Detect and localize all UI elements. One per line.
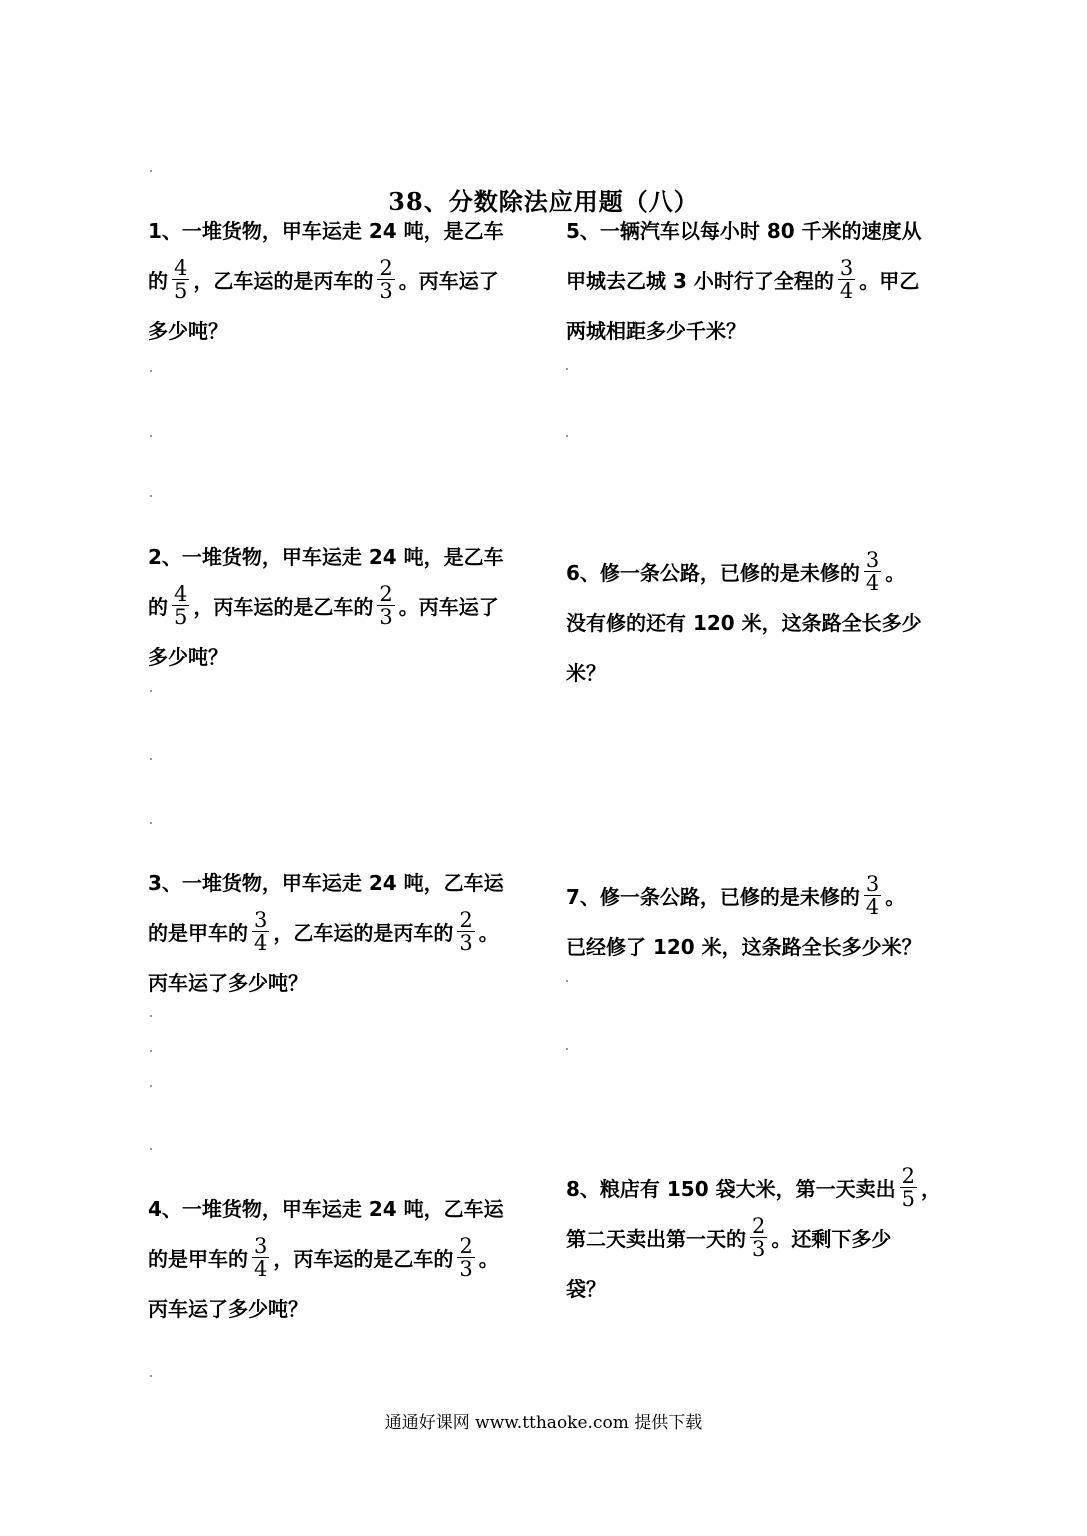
fraction-numerator: 3	[839, 255, 854, 280]
text-run: 米？	[566, 660, 606, 685]
scan-dot	[150, 758, 152, 760]
fraction	[252, 1235, 269, 1280]
problem-line	[566, 596, 956, 646]
problem-line	[566, 254, 956, 304]
problem-line	[148, 254, 538, 304]
footer-credit: 通通好课网 www.tthaoke.com 提供下载	[384, 1413, 703, 1433]
scan-dot	[150, 435, 152, 437]
fraction-numerator: 4	[174, 581, 188, 606]
problem-line	[148, 1182, 538, 1232]
fraction	[252, 909, 269, 954]
fraction-numerator: 2	[459, 1233, 473, 1258]
text-run: 丙车运了多少吨？	[148, 970, 308, 995]
problem-line	[148, 856, 538, 906]
fraction	[172, 257, 189, 302]
text-run: 8、粮店有 150 袋大米，第一天卖出	[566, 1176, 896, 1201]
scan-dot	[566, 1048, 568, 1050]
fraction-denominator: 5	[174, 278, 188, 303]
text-run: 的	[148, 594, 168, 619]
problem-2	[148, 530, 538, 680]
text-run: 3、一堆货物，甲车运走 24 吨，乙车运	[148, 870, 504, 895]
scan-dot	[150, 1375, 152, 1377]
fraction-denominator: 3	[379, 604, 393, 629]
fraction-denominator: 4	[839, 278, 854, 303]
problem-line	[148, 580, 538, 630]
text-run: 。	[478, 920, 499, 945]
text-run: 4、一堆货物，甲车运走 24 吨，乙车运	[148, 1196, 504, 1221]
problem-line	[566, 870, 956, 920]
scan-dot	[150, 370, 152, 372]
text-run: 丙车运了多少吨？	[148, 1296, 308, 1321]
text-run: 的	[148, 268, 168, 293]
fraction-denominator: 4	[865, 894, 880, 919]
text-run: 2、一堆货物，甲车运走 24 吨，是乙车	[148, 544, 504, 569]
page-title: 38、分数除法应用题（八）	[388, 187, 699, 216]
fraction-denominator: 3	[379, 278, 393, 303]
text-run: ，	[920, 1176, 941, 1201]
fraction	[172, 583, 189, 628]
scan-dot	[150, 1050, 152, 1052]
problem-line	[566, 920, 956, 970]
problem-line	[148, 530, 538, 580]
problem-line	[566, 1162, 956, 1212]
fraction-denominator: 4	[254, 930, 268, 955]
text-run: 袋？	[566, 1276, 606, 1301]
problem-line	[148, 204, 538, 254]
scan-dot	[150, 495, 152, 497]
scan-dot	[150, 690, 152, 692]
problem-line	[148, 304, 538, 354]
text-run: 。丙车运了	[398, 268, 499, 293]
fraction-denominator: 4	[865, 570, 880, 595]
fraction-denominator: 5	[174, 604, 188, 629]
scan-dot	[150, 1015, 152, 1017]
problem-4	[148, 1182, 538, 1332]
text-run: ，乙车运的是丙车的	[273, 920, 454, 945]
fraction-numerator: 3	[865, 547, 880, 572]
fraction	[838, 257, 855, 302]
fraction	[864, 549, 881, 594]
text-run: 多少吨？	[148, 644, 228, 669]
fraction-denominator: 3	[459, 930, 473, 955]
problem-line	[566, 204, 956, 254]
fraction	[377, 583, 394, 628]
problem-7	[566, 870, 956, 970]
problem-line	[148, 906, 538, 956]
text-run: 第二天卖出第一天的	[566, 1226, 746, 1251]
text-run: 已经修了 120 米，这条路全长多少米？	[566, 934, 922, 959]
text-run: 的是甲车的	[148, 920, 248, 945]
text-run: 多少吨？	[148, 318, 228, 343]
text-run: 两城相距多少千米？	[566, 318, 746, 343]
fraction	[457, 909, 474, 954]
fraction-numerator: 2	[459, 907, 473, 932]
problem-line	[148, 956, 538, 1006]
scan-dot	[150, 170, 152, 172]
scan-dot	[150, 1148, 152, 1150]
text-run: 1、一堆货物，甲车运走 24 吨，是乙车	[148, 218, 504, 243]
problem-line	[566, 1212, 956, 1262]
problem-line	[148, 630, 538, 680]
problem-line	[148, 1282, 538, 1332]
fraction-numerator: 2	[379, 255, 393, 280]
fraction-numerator: 3	[254, 907, 268, 932]
text-run: 。	[885, 884, 906, 909]
fraction-denominator: 5	[901, 1186, 915, 1211]
text-run: ，丙车运的是乙车的	[273, 1246, 454, 1271]
text-run: 甲城去乙城 3 小时行了全程的	[566, 268, 834, 293]
text-run: 没有修的还有 120 米，这条路全长多少	[566, 610, 922, 635]
fraction	[457, 1235, 474, 1280]
problem-line	[566, 1262, 956, 1312]
text-run: 。	[885, 560, 906, 585]
scan-dot	[566, 435, 568, 437]
problem-3	[148, 856, 538, 1006]
fraction-numerator: 2	[752, 1213, 766, 1238]
fraction	[900, 1165, 917, 1210]
scan-dot	[150, 1085, 152, 1087]
text-run: 6、修一条公路，已修的是未修的	[566, 560, 860, 585]
fraction-numerator: 2	[379, 581, 393, 606]
text-run: ，乙车运的是丙车的	[193, 268, 374, 293]
text-run: 的是甲车的	[148, 1246, 248, 1271]
text-run: 7、修一条公路，已修的是未修的	[566, 884, 860, 909]
fraction	[864, 873, 881, 918]
fraction	[377, 257, 394, 302]
text-run: ，丙车运的是乙车的	[193, 594, 374, 619]
fraction-numerator: 3	[865, 871, 880, 896]
fraction	[750, 1215, 767, 1260]
fraction-denominator: 4	[254, 1256, 268, 1281]
text-run: 。还剩下多少	[771, 1226, 892, 1251]
fraction-denominator: 3	[459, 1256, 473, 1281]
fraction-numerator: 3	[254, 1233, 268, 1258]
fraction-denominator: 3	[752, 1236, 766, 1261]
fraction-numerator: 2	[901, 1163, 915, 1188]
fraction-numerator: 4	[174, 255, 188, 280]
scan-dot	[566, 368, 568, 370]
problem-1	[148, 204, 538, 354]
text-run: 。	[478, 1246, 499, 1271]
problem-line	[148, 1232, 538, 1282]
text-run: 。丙车运了	[398, 594, 499, 619]
problem-5	[566, 204, 956, 354]
text-run: 5、一辆汽车以每小时 80 千米的速度从	[566, 218, 922, 243]
problem-8	[566, 1162, 956, 1312]
problem-line	[566, 646, 956, 696]
problem-6	[566, 546, 956, 696]
problem-line	[566, 546, 956, 596]
text-run: 。甲乙	[859, 268, 920, 293]
problem-line	[566, 304, 956, 354]
scan-dot	[150, 822, 152, 824]
scan-dot	[566, 980, 568, 982]
